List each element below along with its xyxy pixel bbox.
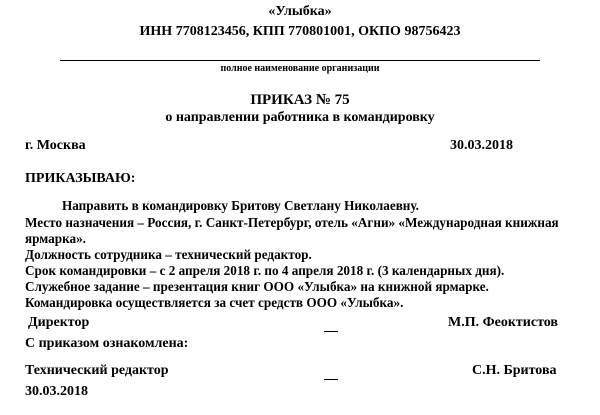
order-line: Должность сотрудника – технический редактор. bbox=[25, 247, 312, 262]
order-subtitle: о направлении работника в командировку bbox=[165, 110, 435, 125]
acknowledgement-date: 30.03.2018 bbox=[25, 384, 88, 399]
organization-underline bbox=[60, 60, 540, 61]
employee-signature-line bbox=[324, 379, 338, 380]
order-date: 30.03.2018 bbox=[450, 138, 513, 153]
director-label: Директор bbox=[28, 315, 90, 330]
acknowledgement-label: С приказом ознакомлена: bbox=[25, 336, 189, 351]
director-name: М.П. Феоктистов bbox=[448, 315, 558, 330]
employee-name: С.Н. Бритова bbox=[472, 363, 557, 378]
organization-caption: полное наименование организации bbox=[220, 63, 380, 74]
order-line: Служебное задание – презентация книг ООО «Улыбка» на книжной ярмарке. bbox=[25, 279, 489, 294]
director-signature-line bbox=[324, 331, 338, 332]
order-city: г. Москва bbox=[25, 138, 86, 153]
order-line: Командировка осуществляется за счет средств ООО «Улыбка». bbox=[25, 295, 404, 310]
order-line: ярмарка». bbox=[25, 231, 86, 246]
order-line: Место назначения – Россия, г. Санкт-Петербург, отель «Агни» «Международная книжная bbox=[25, 215, 559, 230]
order-heading: ПРИКАЗЫВАЮ: bbox=[25, 171, 136, 186]
organization-codes: ИНН 7708123456, КПП 770801001, ОКПО 98756423 bbox=[139, 24, 461, 39]
organization-name: «Улыбка» bbox=[268, 4, 332, 19]
employee-position: Технический редактор bbox=[25, 363, 169, 378]
order-title: ПРИКАЗ № 75 bbox=[250, 92, 350, 108]
order-line: Срок командировки – с 2 апреля 2018 г. по 4 апреля 2018 г. (3 календарных дня). bbox=[25, 263, 505, 278]
order-line: Направить в командировку Бритову Светлану Николаевну. bbox=[62, 198, 419, 213]
